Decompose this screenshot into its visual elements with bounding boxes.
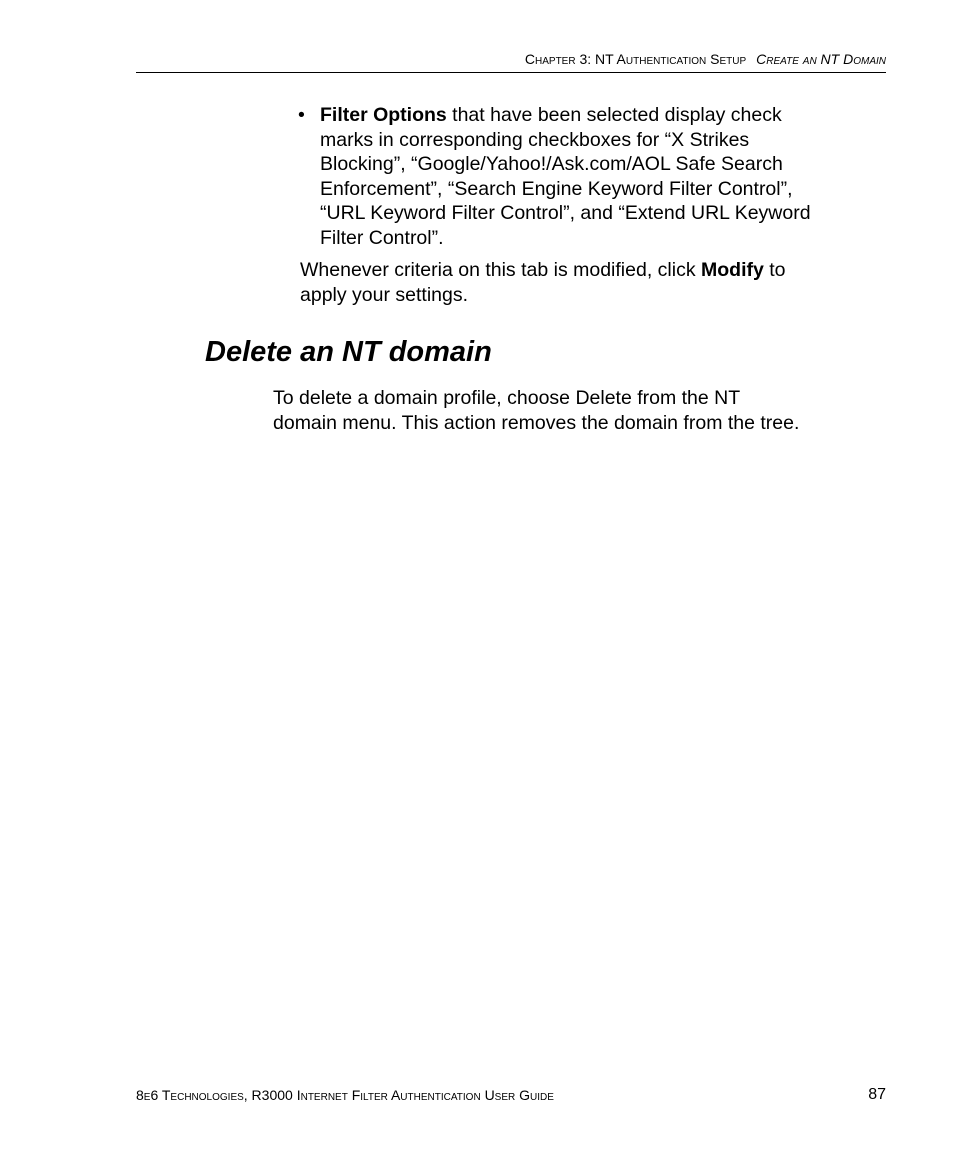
running-footer: 8e6 Technologies, R3000 Internet Filter Authentication User Guide	[136, 1087, 554, 1103]
section-name: Create an NT Domain	[756, 51, 886, 67]
section-title: Delete an NT domain	[205, 336, 492, 368]
page-number: 87	[868, 1086, 886, 1103]
modify-paragraph-before: Whenever criteria on this tab is modified, click	[300, 259, 701, 281]
modify-keyword: Modify	[701, 259, 764, 281]
bullet-lead-bold: Filter Options	[320, 104, 447, 126]
modify-paragraph	[300, 258, 830, 307]
delete-paragraph: To delete a domain profile, choose Delete from the NT domain menu. This action removes the domain from the tree.	[273, 387, 800, 434]
bullet-text	[320, 103, 828, 250]
chapter-title: Chapter 3: NT Authentication Setup	[524, 51, 747, 67]
header-rule	[136, 72, 886, 73]
bullet-mark: •	[298, 104, 305, 126]
filter-options-bullet	[298, 103, 828, 250]
bullet-body: that have been selected display check marks in corresponding checkboxes for “X Strikes Blocking”, “Google/Yahoo!/Ask.com/AOL Safe Search Enforcement”, “Search Engine Keyword Filter Control”, “URL Keyword Filter Control”, and “Extend URL Keyword Filter Control”.	[320, 104, 811, 249]
running-header	[136, 50, 886, 68]
modify-paragraph-after: to apply your settings.	[300, 259, 786, 306]
